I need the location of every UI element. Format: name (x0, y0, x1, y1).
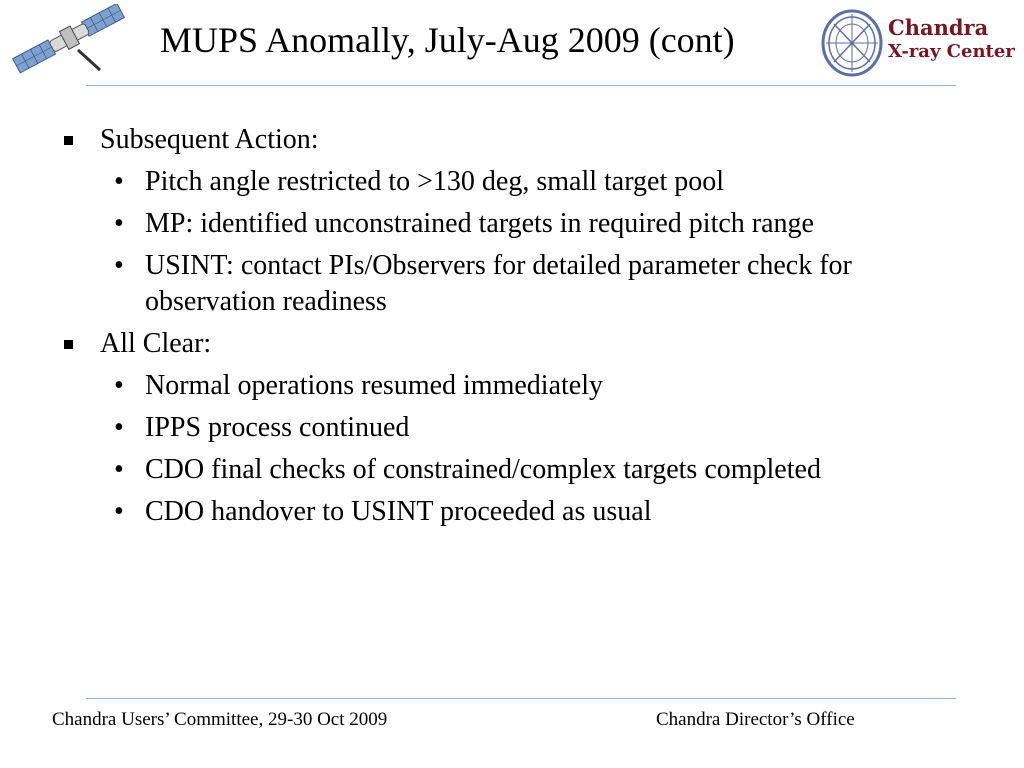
footer-office: Chandra Director’s Office (656, 709, 855, 730)
round-bullet-icon: • (114, 370, 124, 401)
list-item (0, 164, 1024, 200)
list-item (0, 452, 1024, 488)
round-bullet-icon: • (114, 454, 124, 485)
footer-divider (86, 698, 956, 699)
section-subsequent-action (0, 122, 1024, 320)
chandra-seal-icon (820, 8, 884, 78)
list-item-text: Pitch angle restricted to >130 deg, small target pool (145, 166, 725, 197)
square-bullet-icon (64, 136, 73, 145)
section-heading (0, 122, 1024, 158)
list-item (0, 368, 1024, 404)
chandra-logo (820, 8, 1024, 80)
slide-title: MUPS Anomally, July-Aug 2009 (cont) (160, 20, 735, 60)
slide-body (0, 122, 1024, 536)
list-item (0, 410, 1024, 446)
logo-wordmark (888, 16, 1015, 64)
list-item (0, 494, 1024, 530)
footer-committee: Chandra Users’ Committee, 29-30 Oct 2009 (52, 709, 388, 730)
header-divider (86, 85, 956, 86)
round-bullet-icon: • (114, 412, 124, 443)
round-bullet-icon: • (114, 250, 124, 281)
list-item (0, 248, 1024, 320)
round-bullet-icon: • (114, 208, 124, 239)
round-bullet-icon: • (114, 496, 124, 527)
logo-line2: X-ray Center (888, 41, 1015, 62)
list-item (0, 206, 1024, 242)
section-heading (0, 326, 1024, 362)
section-heading-text: Subsequent Action: (100, 124, 319, 155)
section-all-clear (0, 326, 1024, 530)
section-heading-text: All Clear: (100, 328, 212, 359)
list-item-text: MP: identified unconstrained targets in required pitch range (145, 208, 814, 239)
list-item-text: USINT: contact PIs/Observers for detailed parameter check for observation readiness (145, 250, 852, 317)
list-item-text: IPPS process continued (145, 412, 410, 443)
logo-line1: Chandra (888, 15, 989, 40)
square-bullet-icon (64, 340, 73, 349)
list-item-text: CDO handover to USINT proceeded as usual (145, 496, 652, 527)
satellite-icon (8, 4, 130, 74)
list-item-text: Normal operations resumed immediately (145, 370, 603, 401)
list-item-text: CDO final checks of constrained/complex targets completed (145, 454, 821, 485)
round-bullet-icon: • (114, 166, 124, 197)
